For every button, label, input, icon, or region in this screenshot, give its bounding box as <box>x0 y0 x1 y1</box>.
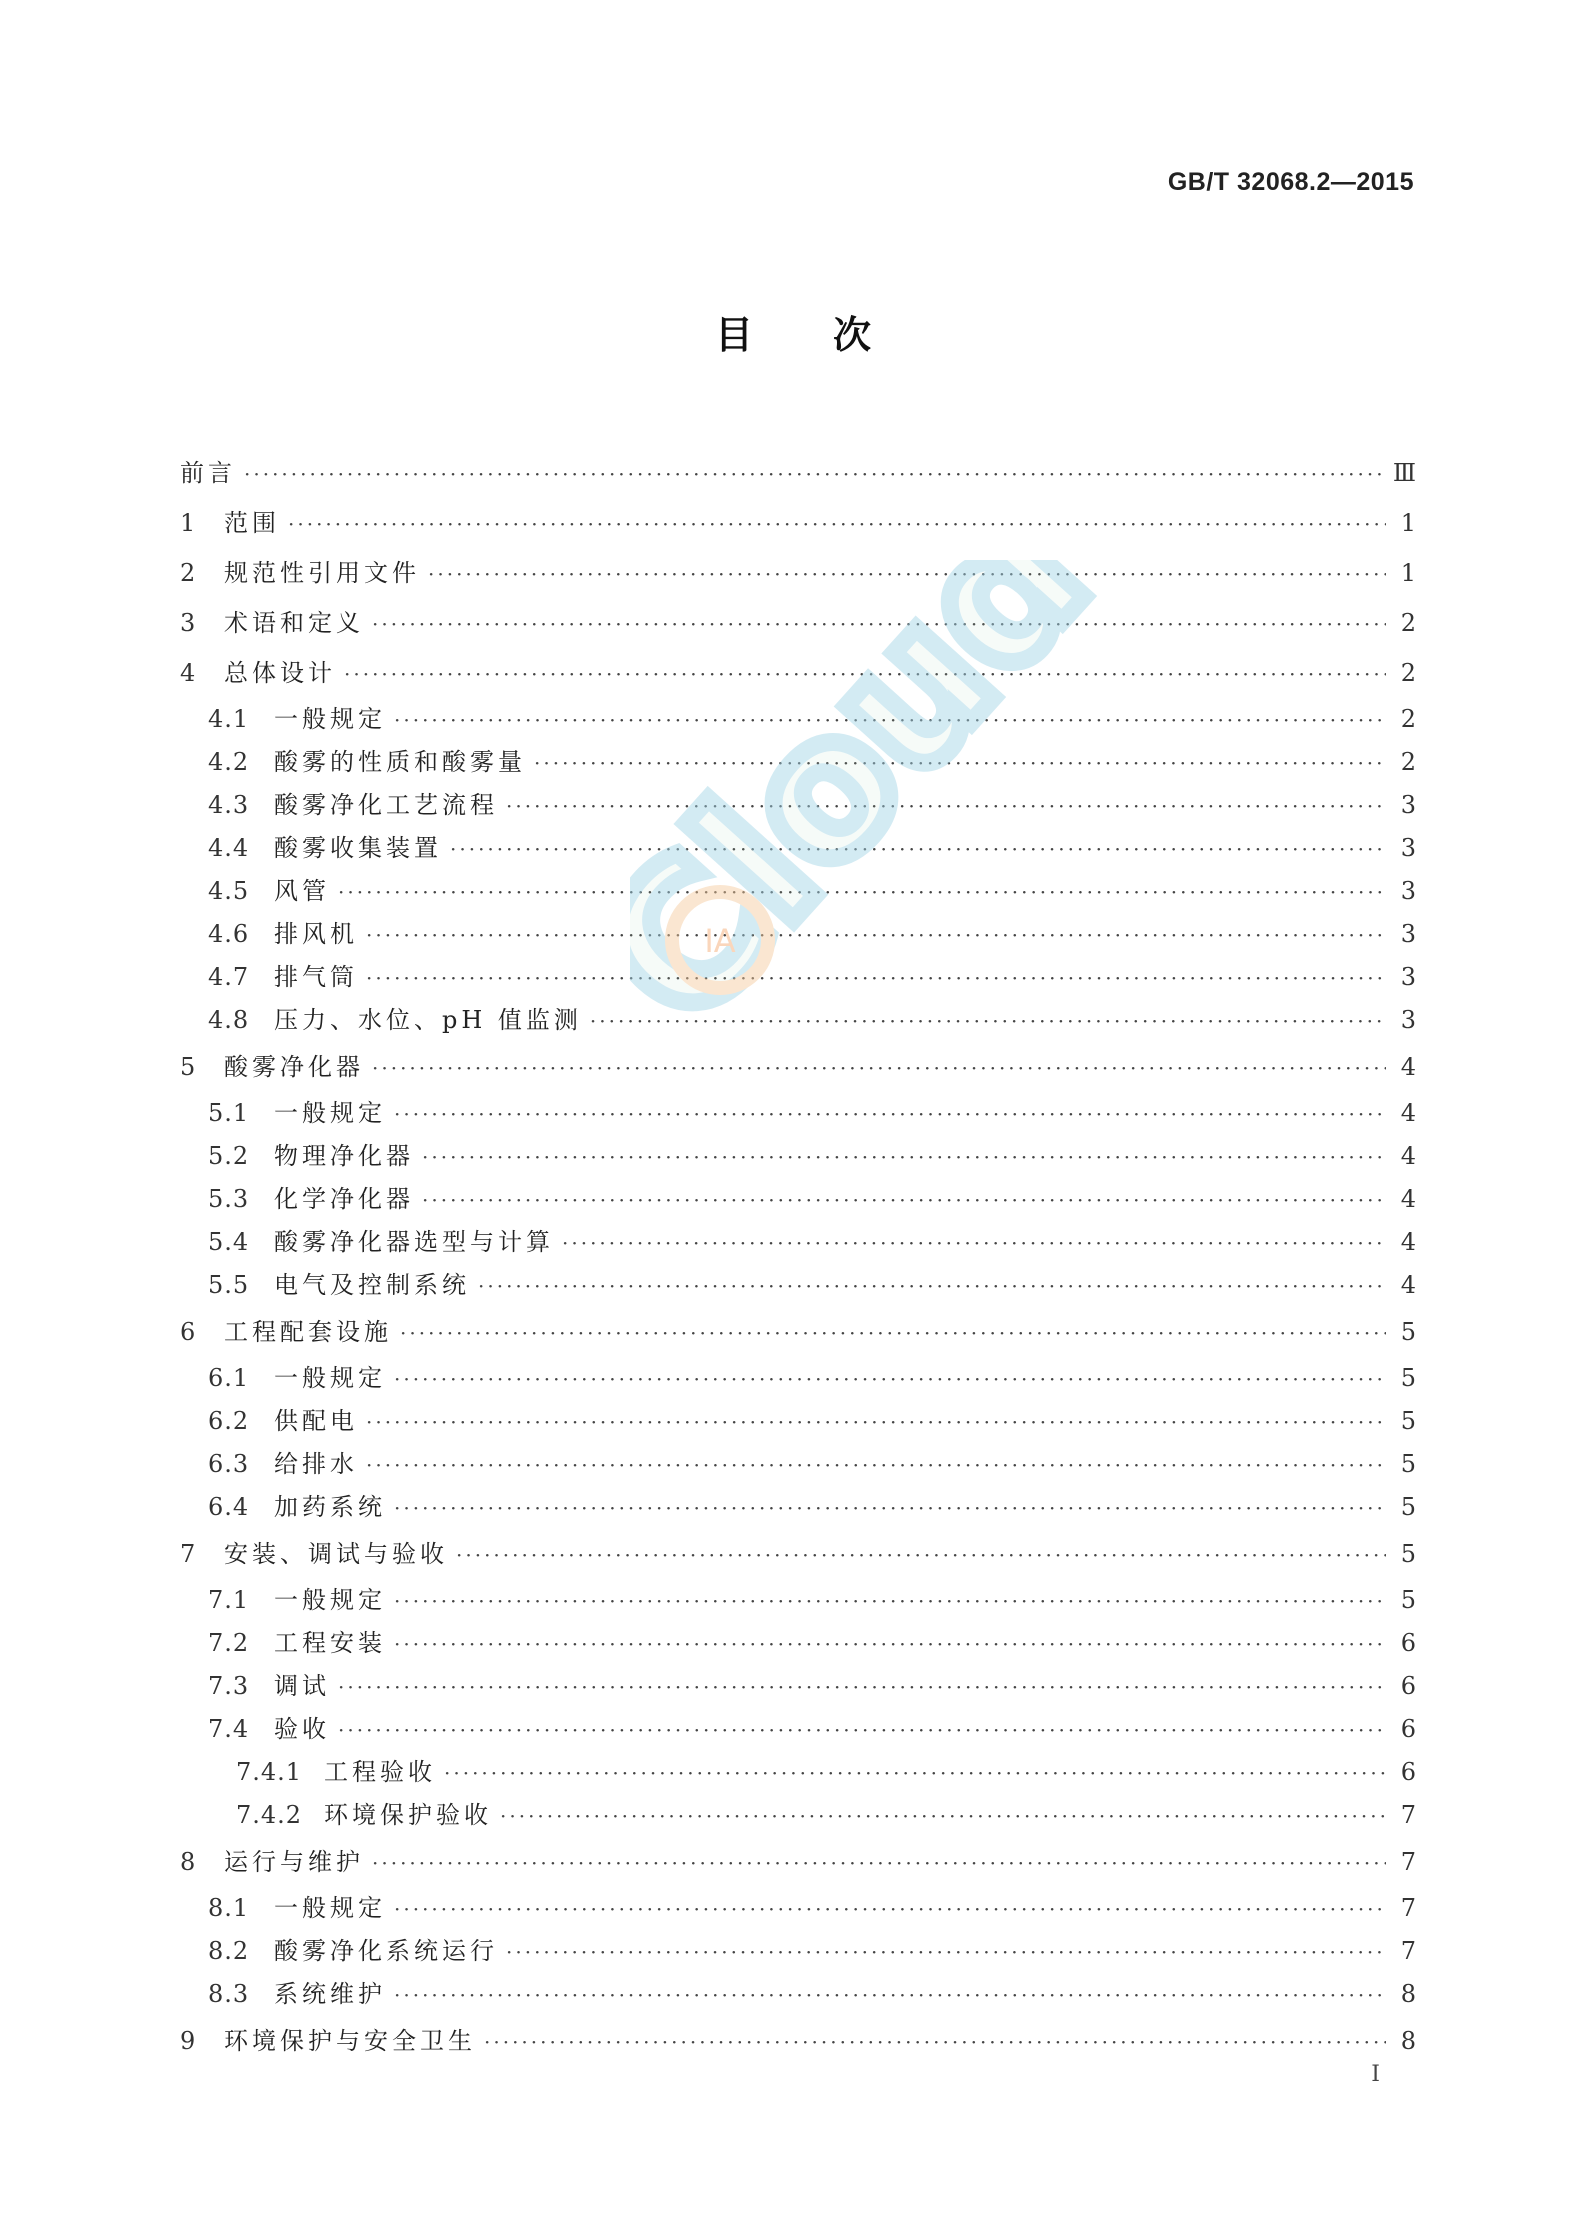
toc-entry-title: 范围 <box>224 509 280 537</box>
toc-leader-dots <box>366 914 1386 957</box>
toc-entry-title: 加药系统 <box>274 1493 386 1521</box>
toc-entry-title: 酸雾净化器选型与计算 <box>274 1228 554 1256</box>
toc-entry-title: 工程安装 <box>274 1629 386 1657</box>
toc-entry-title: 给排水 <box>274 1450 358 1478</box>
toc-entry[interactable] <box>180 1622 1416 1665</box>
toc-entry-title: 供配电 <box>274 1407 358 1435</box>
toc-entry-number: 4 <box>180 659 197 687</box>
toc-entry-number: 2 <box>180 559 197 587</box>
toc-entry-title: 电气及控制系统 <box>274 1271 470 1299</box>
toc-leader-dots <box>534 742 1386 785</box>
toc-entry-title: 验收 <box>274 1715 330 1743</box>
toc-entry-number: 4.1 <box>208 705 250 733</box>
toc-entry-page: 5 <box>1400 1450 1416 1478</box>
toc-entry-page: 5 <box>1400 1586 1416 1614</box>
toc-entry[interactable] <box>180 1178 1416 1221</box>
toc-entry[interactable] <box>180 1357 1416 1400</box>
toc-entry-page: 2 <box>1400 609 1416 637</box>
toc-entry-page: 3 <box>1400 920 1416 948</box>
toc-entry-number: 5.1 <box>208 1099 250 1127</box>
toc-entry-page: 5 <box>1400 1407 1416 1435</box>
toc-entry-number: 8.3 <box>208 1980 250 2008</box>
toc-entry-title: 物理净化器 <box>274 1142 414 1170</box>
toc-entry[interactable] <box>180 1794 1416 1837</box>
toc-leader-dots <box>338 1666 1386 1709</box>
toc-leader-dots <box>338 871 1386 914</box>
toc-leader-dots <box>288 499 1386 549</box>
toc-leader-dots <box>394 1974 1386 2017</box>
toc-entry-title: 调试 <box>274 1672 330 1700</box>
toc-entry-number: 7.3 <box>208 1672 250 1700</box>
toc-entry-page: 7 <box>1400 1894 1416 1922</box>
toc-entry-title: 环境保护验收 <box>324 1801 492 1829</box>
toc-leader-dots <box>394 1580 1386 1623</box>
toc-entry-page: 3 <box>1400 963 1416 991</box>
toc-entry[interactable] <box>180 1751 1416 1794</box>
table-of-contents <box>180 448 1416 2066</box>
toc-entry[interactable] <box>180 448 1416 498</box>
toc-entry-title: 环境保护与安全卫生 <box>224 2027 476 2055</box>
toc-entry-title: 酸雾收集装置 <box>274 834 442 862</box>
toc-entry-number: 4.4 <box>208 834 250 862</box>
toc-entry-title: 风管 <box>274 877 330 905</box>
toc-entry-title: 安装、调试与验收 <box>224 1540 448 1568</box>
toc-entry[interactable] <box>180 698 1416 741</box>
toc-entry-title: 一般规定 <box>274 1364 386 1392</box>
toc-entry-title: 一般规定 <box>274 705 386 733</box>
toc-entry-number: 7.4.1 <box>236 1758 303 1786</box>
toc-entry[interactable] <box>180 598 1416 648</box>
toc-entry-number: 6 <box>180 1318 197 1346</box>
toc-entry-number: 6.1 <box>208 1364 250 1392</box>
toc-entry-number: 8 <box>180 1848 197 1876</box>
toc-entry-number: 7.4 <box>208 1715 250 1743</box>
toc-leader-dots <box>366 1401 1386 1444</box>
toc-entry-page: 3 <box>1400 834 1416 862</box>
toc-leader-dots <box>338 1709 1386 1752</box>
toc-entry-title: 运行与维护 <box>224 1848 364 1876</box>
toc-leader-dots <box>450 828 1386 871</box>
toc-leader-dots <box>444 1752 1386 1795</box>
toc-entry-page: Ⅲ <box>1392 459 1416 487</box>
toc-entry-title: 一般规定 <box>274 1099 386 1127</box>
toc-entry-page: 7 <box>1400 1801 1416 1829</box>
toc-leader-dots <box>372 1043 1386 1093</box>
toc-entry-number: 1 <box>180 509 197 537</box>
watermark-badge-text: IA <box>704 922 736 960</box>
toc-leader-dots <box>372 599 1386 649</box>
toc-entry[interactable] <box>180 1221 1416 1264</box>
toc-leader-dots <box>478 1265 1386 1308</box>
page-title: 目次 <box>714 313 951 357</box>
toc-entry-number: 7.2 <box>208 1629 250 1657</box>
toc-entry-title: 压力、水位、pH 值监测 <box>274 1006 582 1034</box>
toc-leader-dots <box>394 1623 1386 1666</box>
toc-entry[interactable] <box>180 1486 1416 1529</box>
toc-entry-number: 4.7 <box>208 963 250 991</box>
toc-entry-title: 规范性引用文件 <box>224 559 420 587</box>
toc-entry-number: 8.2 <box>208 1937 250 1965</box>
toc-entry[interactable] <box>180 1443 1416 1486</box>
toc-entry[interactable] <box>180 498 1416 548</box>
toc-entry-title: 一般规定 <box>274 1586 386 1614</box>
toc-entry-page: 6 <box>1400 1758 1416 1786</box>
toc-entry[interactable] <box>180 1973 1416 2016</box>
toc-leader-dots <box>244 449 1383 499</box>
toc-entry-page: 5 <box>1400 1540 1416 1568</box>
toc-entry-page: 3 <box>1400 791 1416 819</box>
toc-entry-number: 4.6 <box>208 920 250 948</box>
toc-entry-number: 4.8 <box>208 1006 250 1034</box>
toc-leader-dots <box>366 957 1386 1000</box>
toc-entry[interactable] <box>180 1579 1416 1622</box>
toc-entry-number: 5.4 <box>208 1228 250 1256</box>
toc-entry[interactable] <box>180 827 1416 870</box>
toc-entry-number: 7.4.2 <box>236 1801 303 1829</box>
toc-entry[interactable] <box>180 1708 1416 1751</box>
toc-entry-page: 3 <box>1400 877 1416 905</box>
toc-entry-page: 3 <box>1400 1006 1416 1034</box>
toc-entry[interactable] <box>180 999 1416 1042</box>
toc-leader-dots <box>394 1888 1386 1931</box>
toc-entry[interactable] <box>180 1930 1416 1973</box>
toc-entry-title: 排气筒 <box>274 963 358 991</box>
toc-leader-dots <box>394 699 1386 742</box>
toc-entry-number: 6.4 <box>208 1493 250 1521</box>
toc-entry-number: 4.3 <box>208 791 250 819</box>
toc-entry-page: 4 <box>1400 1142 1416 1170</box>
toc-entry-number: 5.2 <box>208 1142 250 1170</box>
toc-leader-dots <box>500 1795 1386 1838</box>
toc-entry[interactable] <box>180 784 1416 827</box>
toc-entry-number: 7.1 <box>208 1586 250 1614</box>
toc-entry-title: 酸雾净化工艺流程 <box>274 791 498 819</box>
toc-leader-dots <box>366 1444 1386 1487</box>
toc-entry-number: 4.2 <box>208 748 250 776</box>
toc-leader-dots <box>422 1136 1386 1179</box>
toc-entry[interactable] <box>180 1042 1416 1092</box>
toc-leader-dots <box>394 1487 1386 1530</box>
toc-entry-page: 2 <box>1400 748 1416 776</box>
toc-entry-title: 一般规定 <box>274 1894 386 1922</box>
toc-entry[interactable] <box>180 1837 1416 1887</box>
toc-leader-dots <box>422 1179 1386 1222</box>
toc-entry[interactable] <box>180 548 1416 598</box>
toc-entry-title: 工程验收 <box>324 1758 436 1786</box>
toc-entry-page: 8 <box>1400 1980 1416 2008</box>
toc-entry-title: 酸雾净化系统运行 <box>274 1937 498 1965</box>
toc-entry-page: 5 <box>1400 1493 1416 1521</box>
toc-entry-page: 5 <box>1400 1318 1416 1346</box>
toc-entry-number: 5 <box>180 1053 197 1081</box>
toc-leader-dots <box>400 1308 1386 1358</box>
toc-leader-dots <box>506 1931 1386 1974</box>
toc-entry[interactable] <box>180 1307 1416 1357</box>
toc-leader-dots <box>394 1093 1386 1136</box>
toc-leader-dots <box>394 1358 1386 1401</box>
toc-leader-dots <box>590 1000 1386 1043</box>
toc-leader-dots <box>344 649 1386 699</box>
toc-entry-number: 5.5 <box>208 1271 250 1299</box>
toc-entry-page: 4 <box>1400 1271 1416 1299</box>
toc-entry-page: 4 <box>1400 1228 1416 1256</box>
toc-entry-page: 4 <box>1400 1185 1416 1213</box>
toc-entry-title: 酸雾净化器 <box>224 1053 364 1081</box>
toc-entry-number: 8.1 <box>208 1894 250 1922</box>
toc-entry[interactable] <box>180 1400 1416 1443</box>
toc-entry[interactable] <box>180 1529 1416 1579</box>
toc-entry-number: 4.5 <box>208 877 250 905</box>
toc-entry[interactable] <box>180 741 1416 784</box>
watermark-text: Cloud <box>630 560 1110 1020</box>
toc-entry-page: 6 <box>1400 1672 1416 1700</box>
toc-leader-dots <box>484 2017 1386 2067</box>
toc-entry-title: 前言 <box>180 459 236 487</box>
toc-entry-page: 4 <box>1400 1053 1416 1081</box>
toc-entry-page: 5 <box>1400 1364 1416 1392</box>
toc-entry-title: 总体设计 <box>224 659 336 687</box>
toc-entry[interactable] <box>180 1135 1416 1178</box>
toc-entry[interactable] <box>180 1092 1416 1135</box>
toc-entry[interactable] <box>180 1887 1416 1930</box>
toc-entry[interactable] <box>180 1264 1416 1307</box>
toc-entry-page: 1 <box>1400 509 1416 537</box>
toc-entry-page: 7 <box>1400 1937 1416 1965</box>
toc-entry[interactable] <box>180 870 1416 913</box>
toc-entry-page: 1 <box>1400 559 1416 587</box>
toc-leader-dots <box>372 1838 1386 1888</box>
toc-entry-number: 5.3 <box>208 1185 250 1213</box>
toc-entry-title: 工程配套设施 <box>224 1318 392 1346</box>
toc-entry[interactable] <box>180 2016 1416 2066</box>
toc-entry-title: 系统维护 <box>274 1980 386 2008</box>
page-number: I <box>1371 2062 1380 2087</box>
toc-entry[interactable] <box>180 956 1416 999</box>
toc-entry-page: 6 <box>1400 1715 1416 1743</box>
toc-entry-page: 2 <box>1400 705 1416 733</box>
toc-leader-dots <box>506 785 1386 828</box>
toc-entry[interactable] <box>180 913 1416 956</box>
toc-entry-number: 9 <box>180 2027 197 2055</box>
toc-entry-page: 7 <box>1400 1848 1416 1876</box>
toc-leader-dots <box>428 549 1386 599</box>
toc-entry-page: 8 <box>1400 2027 1416 2055</box>
toc-entry-title: 排风机 <box>274 920 358 948</box>
toc-entry-number: 7 <box>180 1540 197 1568</box>
toc-entry[interactable] <box>180 648 1416 698</box>
toc-entry-title: 化学净化器 <box>274 1185 414 1213</box>
toc-entry-number: 6.3 <box>208 1450 250 1478</box>
toc-entry-page: 2 <box>1400 659 1416 687</box>
toc-entry-page: 4 <box>1400 1099 1416 1127</box>
toc-entry-page: 6 <box>1400 1629 1416 1657</box>
toc-leader-dots <box>562 1222 1386 1265</box>
toc-entry-title: 术语和定义 <box>224 609 364 637</box>
toc-entry-number: 3 <box>180 609 197 637</box>
toc-leader-dots <box>456 1530 1386 1580</box>
standard-number: GB/T 32068.2—2015 <box>1167 168 1414 196</box>
toc-entry[interactable] <box>180 1665 1416 1708</box>
toc-entry-title: 酸雾的性质和酸雾量 <box>274 748 526 776</box>
toc-entry-number: 6.2 <box>208 1407 250 1435</box>
